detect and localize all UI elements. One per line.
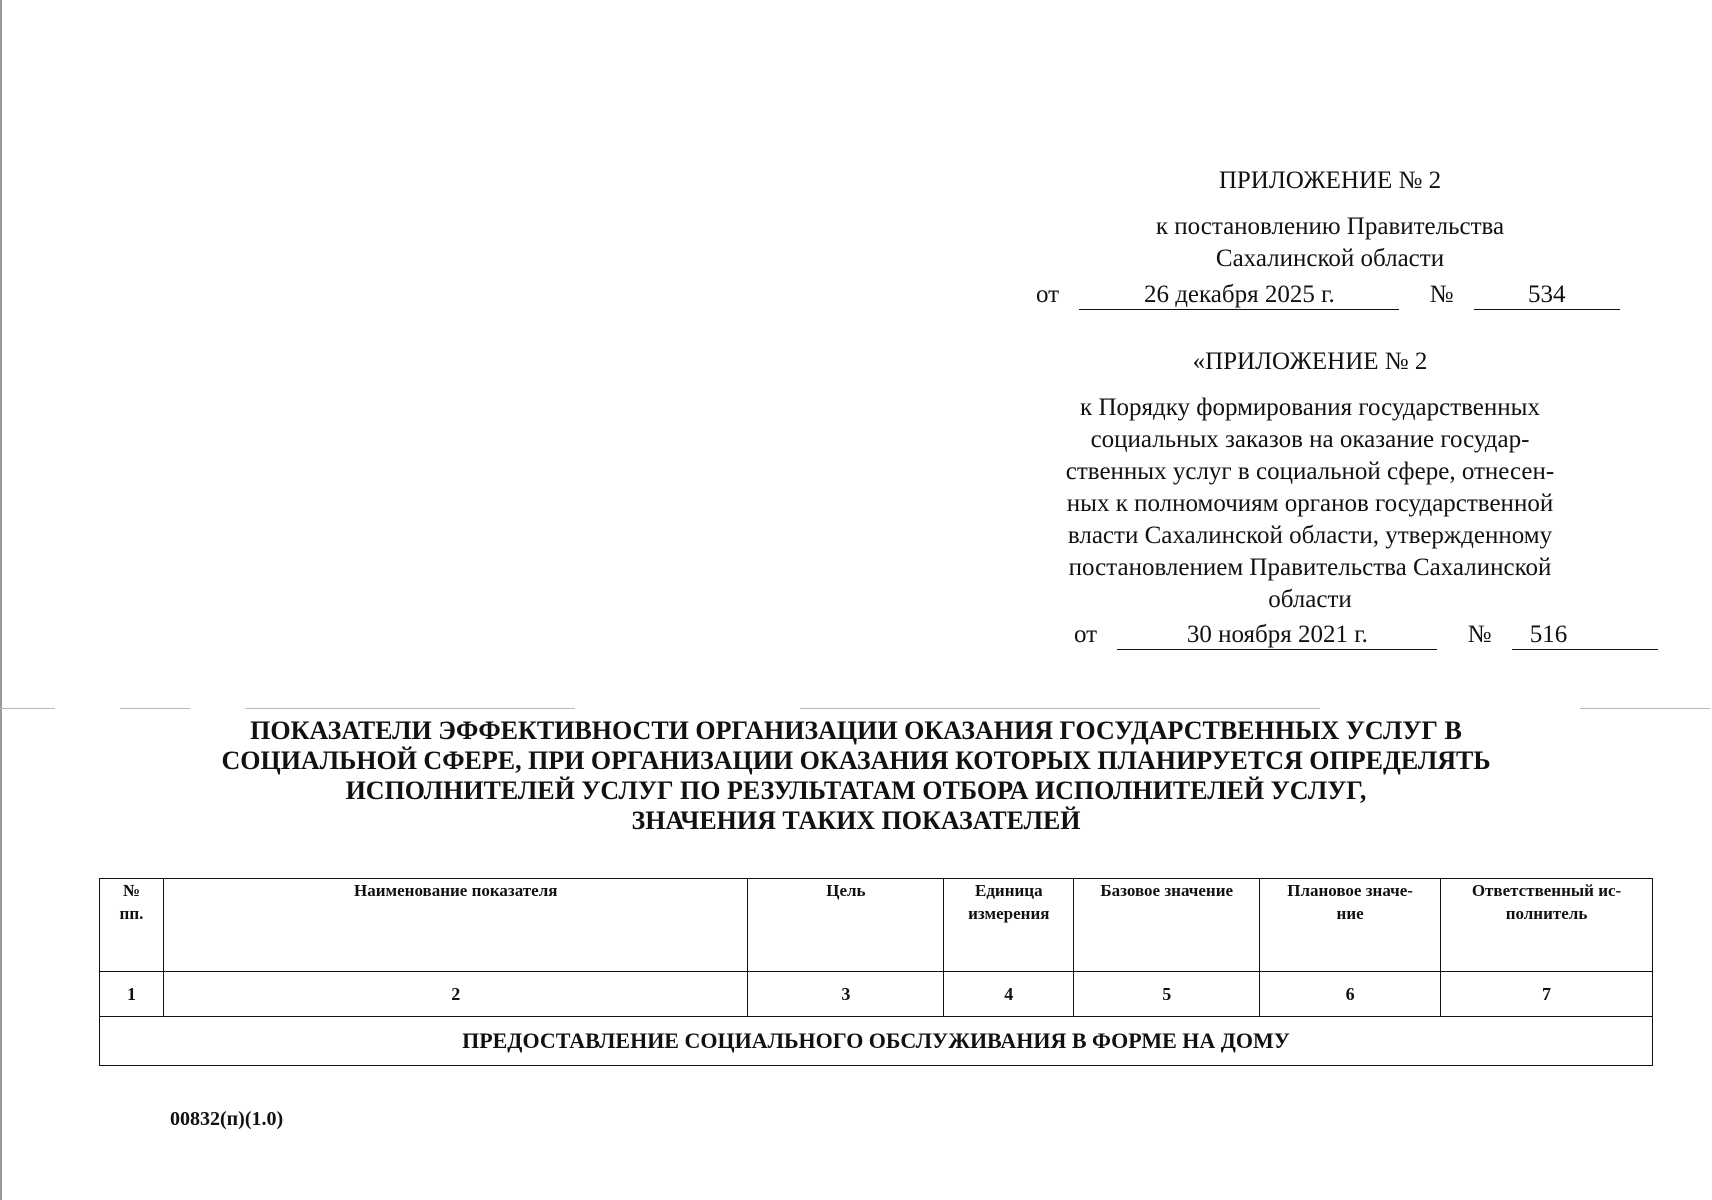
column-number-cell: 7 <box>1441 972 1653 1017</box>
header-cell-responsible: Ответственный ис- полнитель <box>1441 879 1653 972</box>
section-row <box>100 1017 1653 1066</box>
appendix1-line: к постановлению Правительства <box>1155 213 1505 240</box>
column-number-cell: 5 <box>1074 972 1260 1017</box>
scan-artifact-line <box>120 708 190 709</box>
appendix1-line: Сахалинской области <box>1215 245 1445 272</box>
header-cell-unit: Единица измерения <box>944 879 1074 972</box>
appendix1-date: 26 декабря 2025 г. <box>1079 281 1399 310</box>
document-title-line: ЗНАЧЕНИЯ ТАКИХ ПОКАЗАТЕЛЕЙ <box>631 806 1081 835</box>
scan-artifact-line <box>1580 708 1710 709</box>
column-number-cell: 6 <box>1260 972 1441 1017</box>
column-number-cell: 3 <box>748 972 944 1017</box>
document-code: 00832(п)(1.0) <box>170 1108 284 1130</box>
scan-artifact-line <box>800 708 1320 709</box>
header-cell-number: № пп. <box>100 879 164 972</box>
scan-left-edge <box>0 0 2 1200</box>
scan-artifact-line <box>0 708 55 709</box>
header-cell-indicator-name: Наименование показателя <box>163 879 748 972</box>
appendix1-number-prefix: № <box>1429 281 1454 308</box>
appendix2-line: власти Сахалинской области, утвержденному <box>1067 522 1553 549</box>
appendix1-title: ПРИЛОЖЕНИЕ № 2 <box>1218 167 1442 194</box>
appendix1-date-row <box>1036 280 1620 310</box>
appendix2-line: ных к полномочиям органов государственной <box>1066 490 1554 517</box>
appendix2-title: «ПРИЛОЖЕНИЕ № 2 <box>1192 348 1428 375</box>
appendix2-number: 516 <box>1512 621 1658 650</box>
appendix2-line: постановлением Правительства Сахалинской <box>1068 554 1552 581</box>
appendix2-line: социальных заказов на оказание государ- <box>1090 426 1530 453</box>
column-number-row <box>100 972 1653 1017</box>
document-title-line: ИСПОЛНИТЕЛЕЙ УСЛУГ ПО РЕЗУЛЬТАТАМ ОТБОРА ИСПОЛНИТЕЛЕЙ УСЛУГ, <box>345 776 1367 805</box>
appendix2-line: области <box>1268 586 1352 613</box>
table-header-row <box>100 879 1653 972</box>
scan-artifact-line <box>245 708 575 709</box>
document-title-line: ПОКАЗАТЕЛИ ЭФФЕКТИВНОСТИ ОРГАНИЗАЦИИ ОКАЗАНИЯ ГОСУДАРСТВЕННЫХ УСЛУГ В <box>250 716 1462 745</box>
column-number-cell: 2 <box>163 972 748 1017</box>
column-number-cell: 1 <box>100 972 164 1017</box>
appendix2-number-prefix: № <box>1467 621 1492 648</box>
appendix2-line: ственных услуг в социальной сфере, отнесен- <box>1065 458 1555 485</box>
column-number-cell: 4 <box>944 972 1074 1017</box>
appendix2-date-prefix: от <box>1074 621 1098 648</box>
indicators-table <box>99 878 1653 1066</box>
appendix2-block <box>1025 346 1595 616</box>
header-cell-goal: Цель <box>748 879 944 972</box>
appendix1-number: 534 <box>1474 281 1620 310</box>
header-cell-base-value: Базовое значение <box>1074 879 1260 972</box>
appendix1-block <box>1050 165 1610 275</box>
document-title <box>100 716 1612 836</box>
appendix1-date-prefix: от <box>1036 281 1060 308</box>
header-cell-planned-value: Плановое значе- ние <box>1260 879 1441 972</box>
appendix2-date-row <box>1074 620 1658 650</box>
appendix2-date: 30 ноября 2021 г. <box>1117 621 1437 650</box>
appendix2-line: к Порядку формирования государственных <box>1080 394 1540 421</box>
document-title-line: СОЦИАЛЬНОЙ СФЕРЕ, ПРИ ОРГАНИЗАЦИИ ОКАЗАНИЯ КОТОРЫХ ПЛАНИРУЕТСЯ ОПРЕДЕЛЯТЬ <box>221 746 1491 775</box>
section-title: ПРЕДОСТАВЛЕНИЕ СОЦИАЛЬНОГО ОБСЛУЖИВАНИЯ В ФОРМЕ НА ДОМУ <box>100 1017 1653 1066</box>
